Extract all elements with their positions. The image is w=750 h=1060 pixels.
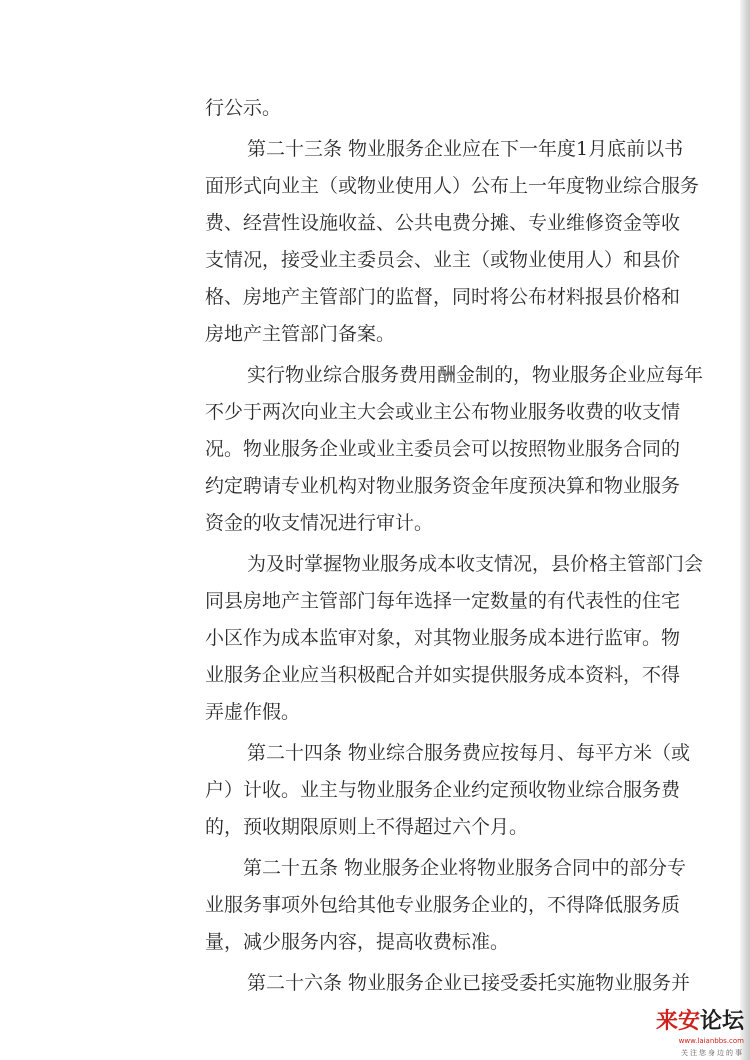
article-25-line: 第二十五条 物业服务企业将物业服务合同中的部分专 [243, 857, 687, 879]
text-line: 同县房地产主管部门每年选择一定数量的有代表性的住宅 [205, 590, 681, 612]
text-line: 量，减少服务内容，提高收费标准。 [205, 931, 510, 953]
logo-name-part2: 论坛 [699, 1009, 744, 1034]
forum-watermark-logo [630, 1008, 750, 1060]
text-line: 的，预收期限原则上不得超过六个月。 [205, 816, 529, 838]
text-line: 况。物业服务企业或业主委员会可以按照物业服务合同的 [205, 438, 681, 460]
text-line: 费、经营性设施收益、公共电费分摊、专业维修资金等收 [205, 212, 681, 234]
text-line: 面形式向业主（或物业使用人）公布上一年度物业综合服务 [205, 175, 700, 197]
document-body [205, 90, 750, 1002]
text-line: 格、房地产主管部门的监督，同时将公布材料报县价格和 [205, 286, 681, 308]
text-line: 户）计收。业主与物业服务企业约定预收物业综合服务费 [205, 779, 681, 801]
text-line: 资金的收支情况进行审计。 [205, 512, 434, 534]
text-line: 支情况，接受业主委员会、业主（或物业使用人）和县价 [205, 249, 681, 271]
text-line: 为及时掌握物业服务成本收支情况，县价格主管部门会 [247, 553, 704, 575]
logo-wordmark [656, 1008, 744, 1036]
text-line: 不少于两次向业主大会或业主公布物业服务收费的收支情 [205, 401, 681, 423]
text-line: 行公示。 [205, 97, 282, 119]
logo-url: www.laianbbs.com [678, 1037, 744, 1045]
text-line: 房地产主管部门备案。 [205, 323, 396, 345]
article-26-line: 第二十六条 物业服务企业已接受委托实施物业服务并 [247, 972, 691, 994]
text-line: 业服务事项外包给其他专业服务企业的，不得降低服务质 [205, 894, 681, 916]
text-line: 小区作为成本监审对象，对其物业服务成本进行监审。物 [205, 627, 681, 649]
article-24-line: 第二十四条 物业综合服务费应按每月、每平方米（或 [247, 742, 691, 764]
text-line: 实行物业综合服务费用酬金制的，物业服务企业应每年 [247, 364, 704, 386]
text-line: 业服务企业应当积极配合并如实提供服务成本资料，不得 [205, 664, 681, 686]
text-line: 约定聘请专业机构对物业服务资金年度预决算和物业服务 [205, 475, 681, 497]
article-23-line: 第二十三条 物业服务企业应在下一年度1月底前以书 [247, 138, 684, 160]
logo-slogan: 关注您身边的事 [681, 1049, 744, 1057]
text-line: 弄虚作假。 [205, 701, 301, 723]
logo-name-part1: 来安 [655, 1009, 700, 1034]
